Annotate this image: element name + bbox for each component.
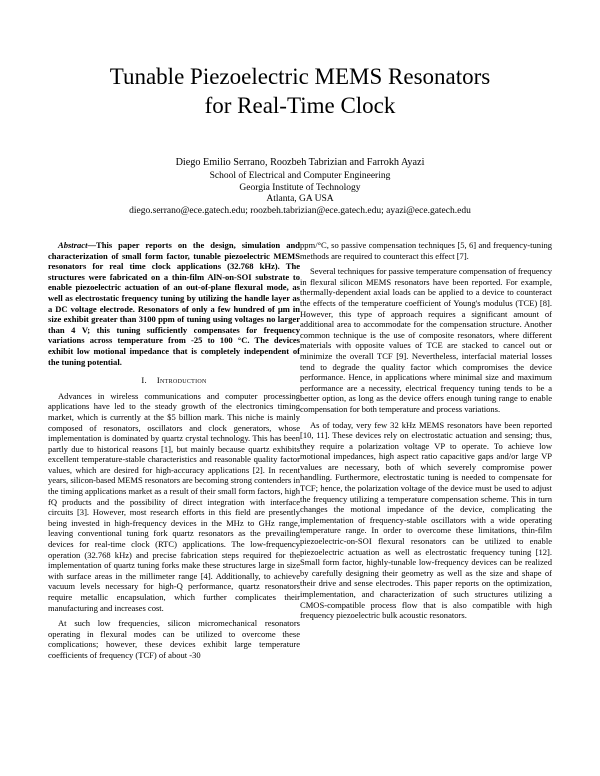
intro-paragraph-4: As of today, very few 32 kHz MEMS resonators have been reported [10, 11]. These devices rely on electrostatic actuation and sensing; thus, they require a polarization voltage VP to operate. To achieve low motional impedances, high aspect ratio capacitive gaps and/or large VP values are necessary, both of which severely compromise power handling. Furthermore, electrostatic tuning is needed to compensate for TCF; hence, the polarization voltage of the device must be used to adjust the frequency utilizing a temperature compensation scheme. This in turn changes the motional impedance of the device, complicating the implementation of frequency-stable oscillators with a wide operating temperature range. In order to overcome these limitations, thin-film piezoelectric-on-SOI flexural resonators can be utilized to enable piezoelectric actuation as well as electrostatic frequency tuning [12]. Small form factor, highly-tunable low-frequency devices can be realized by carefully designing their geometry as well as the size and shape of their drive and sense electrodes. This paper reports on the optimization, implementation, and characterization of such structures utilizing a CMOS-compatible process flow that is also compatible with high frequency piezoelectric bulk acoustic resonators. <box>300 419 552 621</box>
intro-paragraph-2: At such low frequencies, silicon micromechanical resonators operating in flexural modes can be utilized to overcome these complications; however, these devices exhibit large temperature coefficients of frequency (TCF) of about -30 <box>48 618 300 660</box>
paper-title-line-2: for Real-Time Clock <box>204 93 396 118</box>
section-number: I. <box>141 375 147 386</box>
author-institute: Georgia Institute of Technology <box>239 182 361 193</box>
abstract <box>48 240 300 367</box>
author-block <box>40 157 560 218</box>
intro-paragraph-continued: ppm/°C, so passive compensation techniques [5, 6] and frequency-tuning methods are required to counteract this effect [7]. <box>300 240 552 261</box>
paper-title-line-1: Tunable Piezoelectric MEMS Resonators <box>109 64 491 89</box>
section-title: Introduction <box>156 375 207 386</box>
section-heading-introduction <box>48 375 300 386</box>
intro-paragraph-3: Several techniques for passive temperature compensation of frequency in flexural silicon MEMS resonators have been reported. For example, thermally-dependent axial loads can be applied to a device to counteract the effects of the temperature coefficient of Young's modulus (TCE) [8]. However, this type of approach requires a significant amount of additional area to accommodate for the compensation structure. Another common technique is the use of composite resonators, where different materials with opposite values of TCE are stacked to cancel out or minimize the overall TCF [9]. Nevertheless, interfacial material losses tend to degrade the quality factor which compromises the device performance. Hence, in applications where minimal size and maximum performance are a necessity, electrical frequency tuning tends to be a better option, as long as the device offers enough tuning range to enable compensation for both temperature and process variations. <box>300 266 552 414</box>
author-names: Diego Emilio Serrano, Roozbeh Tabrizian and Farrokh Ayazi <box>175 157 425 168</box>
author-school: School of Electrical and Computer Engineering <box>209 170 391 181</box>
intro-paragraph-1: Advances in wireless communications and computer processing applications have led to the steady growth of the electronics timing market, which is currently at the $5 billion mark. This niche is mainly composed of resonators, oscillators and clock generators, whose implementation is dominated by quartz crystal technology. This has been partly due to historical reasons [1], but mainly because quartz exhibits excellent temperature-stable characteristics and reasonable quality factor values, which are desired for high-accuracy applications [2]. In recent years, silicon-based MEMS resonators are becoming strong contenders in the timing applications market as a result of their small form factors, high fQ products and the possibility of direct integration with interface circuits [3]. However, most research efforts in this field are presently being invested in high-frequency devices in the MHz to GHz range, leaving conventional tuning fork quartz resonators as the prevailing devices for real-time clock (RTC) applications. The low-frequency operation (32.768 kHz) and precise fabrication steps required for the implementation of quartz tuning forks make these structures large in size with surface areas in the millimeter range [4]. Additionally, to achieve vacuum levels necessary for high-Q performance, quartz resonators require metallic encapsulation, which further complicates their manufacturing and increases cost. <box>48 390 300 613</box>
author-location: Atlanta, GA USA <box>266 194 334 205</box>
author-emails: diego.serrano@ece.gatech.edu; roozbeh.tabrizian@ece.gatech.edu; ayazi@ece.gatech.edu <box>129 206 471 217</box>
abstract-label: Abstract <box>58 240 88 250</box>
left-column <box>48 240 300 661</box>
right-column <box>300 240 552 621</box>
abstract-text: —This paper reports on the design, simulation and characterization of small form factor, tunable piezoelectric MEMS resonators for real time clock applications (32.768 kHz). The structures were fabricated on a thin-film AlN-on-SOI substrate to enable piezoelectric actuation of an out-of-plane flexural mode, as well as electrostatic frequency tuning by utilizing the handle layer as a DC voltage electrode. Resonators of only a few hundred of µm in size exhibit greater than 3100 ppm of tuning using voltages no larger than 4 V; this tuning sufficiently compensates for frequency variations across temperature from -25 to 100 °C. The devices exhibit low motional impedance that is completely independent of the tuning potential. <box>48 240 300 367</box>
paper-title <box>40 62 560 120</box>
